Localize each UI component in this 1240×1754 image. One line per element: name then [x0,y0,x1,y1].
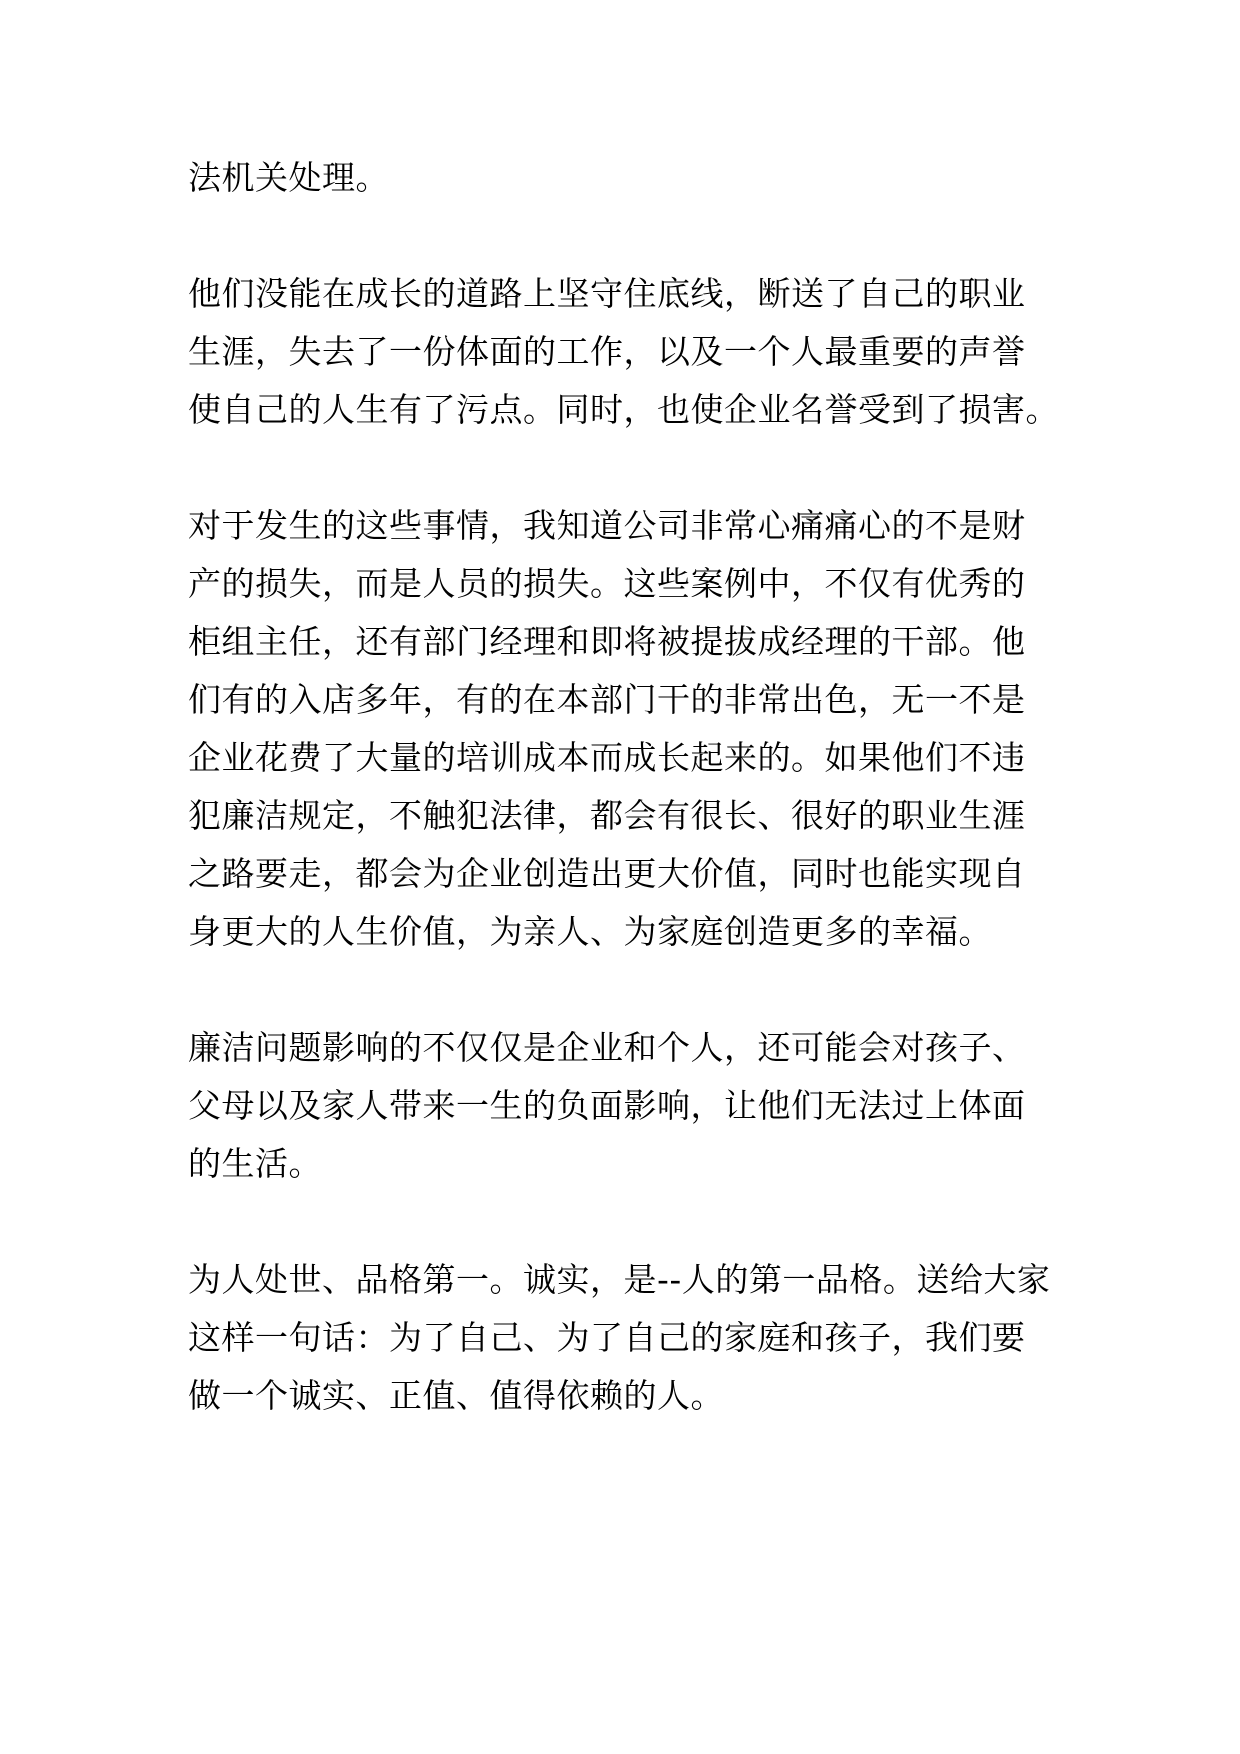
paragraph-3-line-3: 柜组主任，还有部门经理和即将被提拔成经理的干部。他 [188,622,1026,661]
paragraph-2-line-3: 使自己的人生有了污点。同时，也使企业名誉受到了损害。 [188,390,1059,429]
paragraph-3-line-7: 之路要走，都会为企业创造出更大价值，同时也能实现自 [188,854,1026,893]
paragraph-4-line-2: 父母以及家人带来一生的负面影响，让他们无法过上体面 [188,1086,1026,1125]
paragraph-5-line-3: 做一个诚实、正值、值得依赖的人。 [188,1376,724,1415]
paragraph-2-line-2: 生涯，失去了一份体面的工作，以及一个人最重要的声誉 [188,332,1026,371]
paragraph-2-line-1: 他们没能在成长的道路上坚守住底线，断送了自己的职业 [188,274,1026,313]
paragraph-1-line-1: 法机关处理。 [188,158,389,197]
paragraph-3-line-8: 身更大的人生价值，为亲人、为家庭创造更多的幸福。 [188,912,992,951]
paragraph-3-line-2: 产的损失，而是人员的损失。这些案例中，不仅有优秀的 [188,564,1026,603]
paragraph-3-line-6: 犯廉洁规定，不触犯法律，都会有很长、很好的职业生涯 [188,796,1026,835]
paragraph-4-line-1: 廉洁问题影响的不仅仅是企业和个人，还可能会对孩子、 [188,1028,1026,1067]
paragraph-3-line-4: 们有的入店多年，有的在本部门干的非常出色，无一不是 [188,680,1026,719]
paragraph-4-line-3: 的生活。 [188,1144,322,1183]
paragraph-3-line-1: 对于发生的这些事情，我知道公司非常心痛痛心的不是财 [188,506,1026,545]
paragraph-3-line-5: 企业花费了大量的培训成本而成长起来的。如果他们不违 [188,738,1026,777]
paragraph-5-line-1: 为人处世、品格第一。诚实，是--人的第一品格。送给大家 [188,1260,1051,1299]
paragraph-5-line-2: 这样一句话：为了自己、为了自己的家庭和孩子，我们要 [188,1318,1026,1357]
